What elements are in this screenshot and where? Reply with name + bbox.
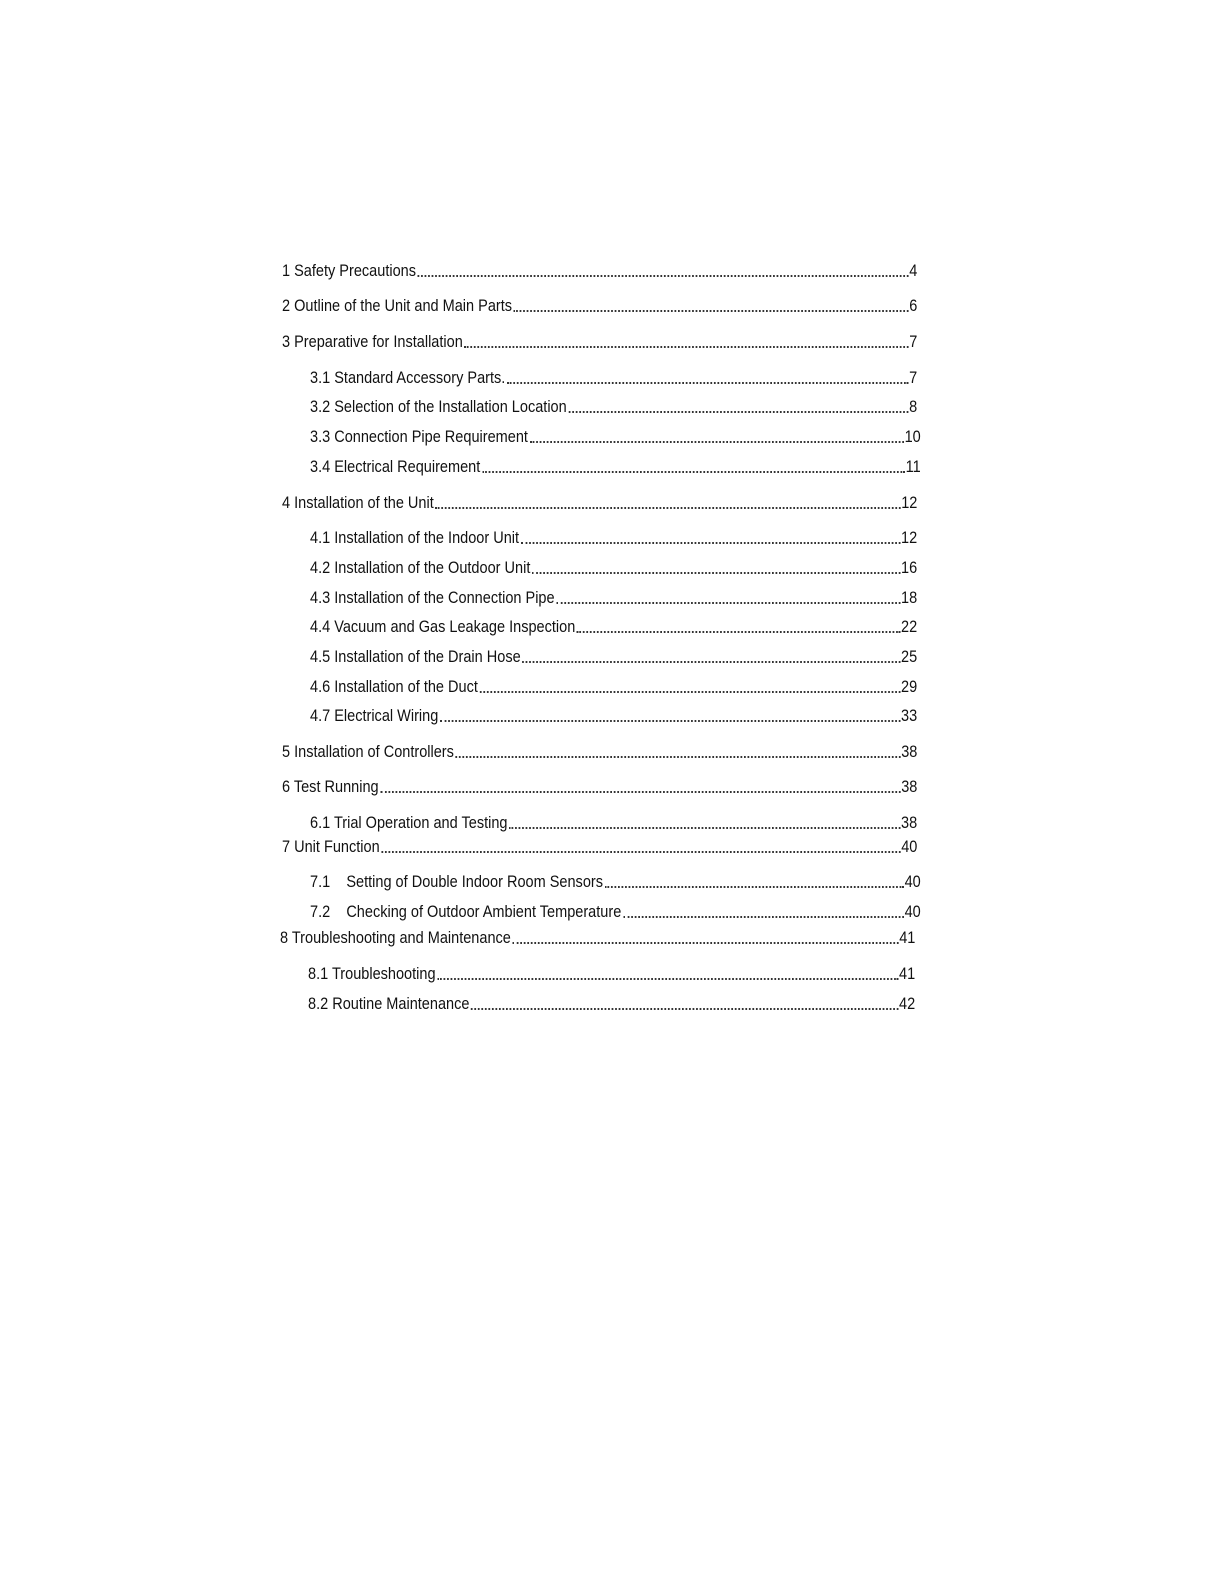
toc-entry-page: 16	[901, 559, 918, 577]
toc-entry	[310, 368, 917, 388]
toc-entry-label: 4.4 Vacuum and Gas Leakage Inspection	[310, 618, 576, 636]
toc-entry	[310, 813, 917, 833]
dot-leader	[482, 471, 905, 473]
toc-entry-label: 7 Unit Function	[282, 838, 380, 856]
dot-leader	[605, 886, 904, 888]
toc-entry-page: 38	[901, 743, 918, 761]
toc-entry	[280, 928, 915, 948]
dot-leader	[568, 411, 908, 413]
toc-entry-page: 38	[901, 778, 918, 796]
dot-leader	[418, 275, 909, 277]
dot-leader	[577, 631, 900, 633]
toc-entry-label: 7.2 Checking of Outdoor Ambient Temperature	[310, 903, 622, 921]
dot-leader	[465, 346, 909, 348]
toc-entry-label: 3.3 Connection Pipe Requirement	[310, 428, 528, 446]
toc-entry-page: 40	[904, 903, 921, 921]
toc-entry	[310, 558, 917, 578]
toc-entry	[310, 902, 921, 922]
toc-entry	[310, 677, 917, 697]
toc-entry-label: 4.2 Installation of the Outdoor Unit	[310, 559, 531, 577]
toc-entry-label: 6.1 Trial Operation and Testing	[310, 814, 508, 832]
toc-entry	[282, 296, 917, 316]
dot-leader	[513, 942, 899, 944]
toc-entry	[282, 261, 917, 281]
dot-leader	[480, 691, 901, 693]
toc-entry-label: 6 Test Running	[282, 778, 379, 796]
toc-entry-label: 3.1 Standard Accessory Parts.	[310, 369, 506, 387]
toc-entry-label: 4.7 Electrical Wiring	[310, 707, 439, 725]
toc-entry-page: 12	[901, 494, 918, 512]
toc-entry-label: 8 Troubleshooting and Maintenance	[280, 929, 511, 947]
dot-leader	[509, 827, 900, 829]
toc-entry	[282, 742, 917, 762]
toc-entry-label: 5 Installation of Controllers	[282, 743, 454, 761]
toc-entry-page: 7	[909, 333, 918, 351]
toc-entry-page: 22	[901, 618, 918, 636]
toc-entry	[308, 994, 915, 1014]
toc-entry-page: 25	[901, 648, 918, 666]
toc-entry-label: 8.1 Troubleshooting	[308, 965, 436, 983]
table-of-contents	[282, 0, 922, 1584]
dot-leader	[436, 507, 901, 509]
toc-entry-page: 10	[904, 428, 921, 446]
toc-entry-page: 29	[901, 678, 918, 696]
dot-leader	[514, 310, 909, 312]
dot-leader	[530, 441, 904, 443]
toc-entry-label: 3.2 Selection of the Installation Location	[310, 398, 567, 416]
toc-entry	[310, 397, 917, 417]
toc-entry-page: 11	[905, 458, 921, 476]
toc-entry	[310, 872, 921, 892]
toc-entry-label: 1 Safety Precautions	[282, 262, 416, 280]
toc-entry-page: 12	[901, 529, 918, 547]
toc-entry-page: 33	[901, 707, 918, 725]
toc-entry	[310, 427, 921, 447]
toc-entry-page: 18	[901, 589, 918, 607]
dot-leader	[437, 978, 898, 980]
toc-entry	[282, 332, 917, 352]
toc-entry-label: 8.2 Routine Maintenance	[308, 995, 470, 1013]
dot-leader	[440, 720, 900, 722]
toc-entry-page: 38	[901, 814, 918, 832]
toc-entry-label: 3 Preparative for Installation	[282, 333, 463, 351]
dot-leader	[556, 602, 900, 604]
toc-entry-page: 40	[901, 838, 918, 856]
toc-entry	[282, 777, 917, 797]
toc-entry	[308, 964, 915, 984]
toc-entry	[310, 588, 917, 608]
toc-entry	[310, 457, 921, 477]
toc-entry	[310, 617, 917, 637]
toc-entry-page: 41	[899, 929, 916, 947]
toc-entry-page: 40	[904, 873, 921, 891]
toc-entry-label: 7.1 Setting of Double Indoor Room Sensors	[310, 873, 603, 891]
dot-leader	[507, 382, 908, 384]
toc-entry-page: 7	[909, 369, 918, 387]
dot-leader	[521, 542, 900, 544]
toc-entry	[282, 493, 917, 513]
toc-entry-label: 4.6 Installation of the Duct	[310, 678, 478, 696]
toc-entry-label: 4.1 Installation of the Indoor Unit	[310, 529, 520, 547]
toc-entry-page: 8	[909, 398, 918, 416]
dot-leader	[623, 916, 904, 918]
toc-entry	[310, 528, 917, 548]
dot-leader	[471, 1008, 898, 1010]
dot-leader	[380, 791, 900, 793]
dot-leader	[381, 851, 900, 853]
dot-leader	[522, 661, 900, 663]
toc-entry-label: 2 Outline of the Unit and Main Parts	[282, 297, 513, 315]
toc-entry-page: 41	[899, 965, 916, 983]
toc-entry	[310, 647, 917, 667]
toc-entry-page: 4	[909, 262, 918, 280]
toc-entry-page: 42	[899, 995, 916, 1013]
toc-entry	[310, 706, 917, 726]
toc-entry	[282, 837, 917, 857]
toc-entry-label: 3.4 Electrical Requirement	[310, 458, 481, 476]
dot-leader	[456, 756, 901, 758]
toc-entry-label: 4.5 Installation of the Drain Hose	[310, 648, 521, 666]
toc-entry-page: 6	[909, 297, 918, 315]
toc-entry-label: 4.3 Installation of the Connection Pipe	[310, 589, 555, 607]
toc-entry-label: 4 Installation of the Unit	[282, 494, 434, 512]
dot-leader	[532, 572, 900, 574]
